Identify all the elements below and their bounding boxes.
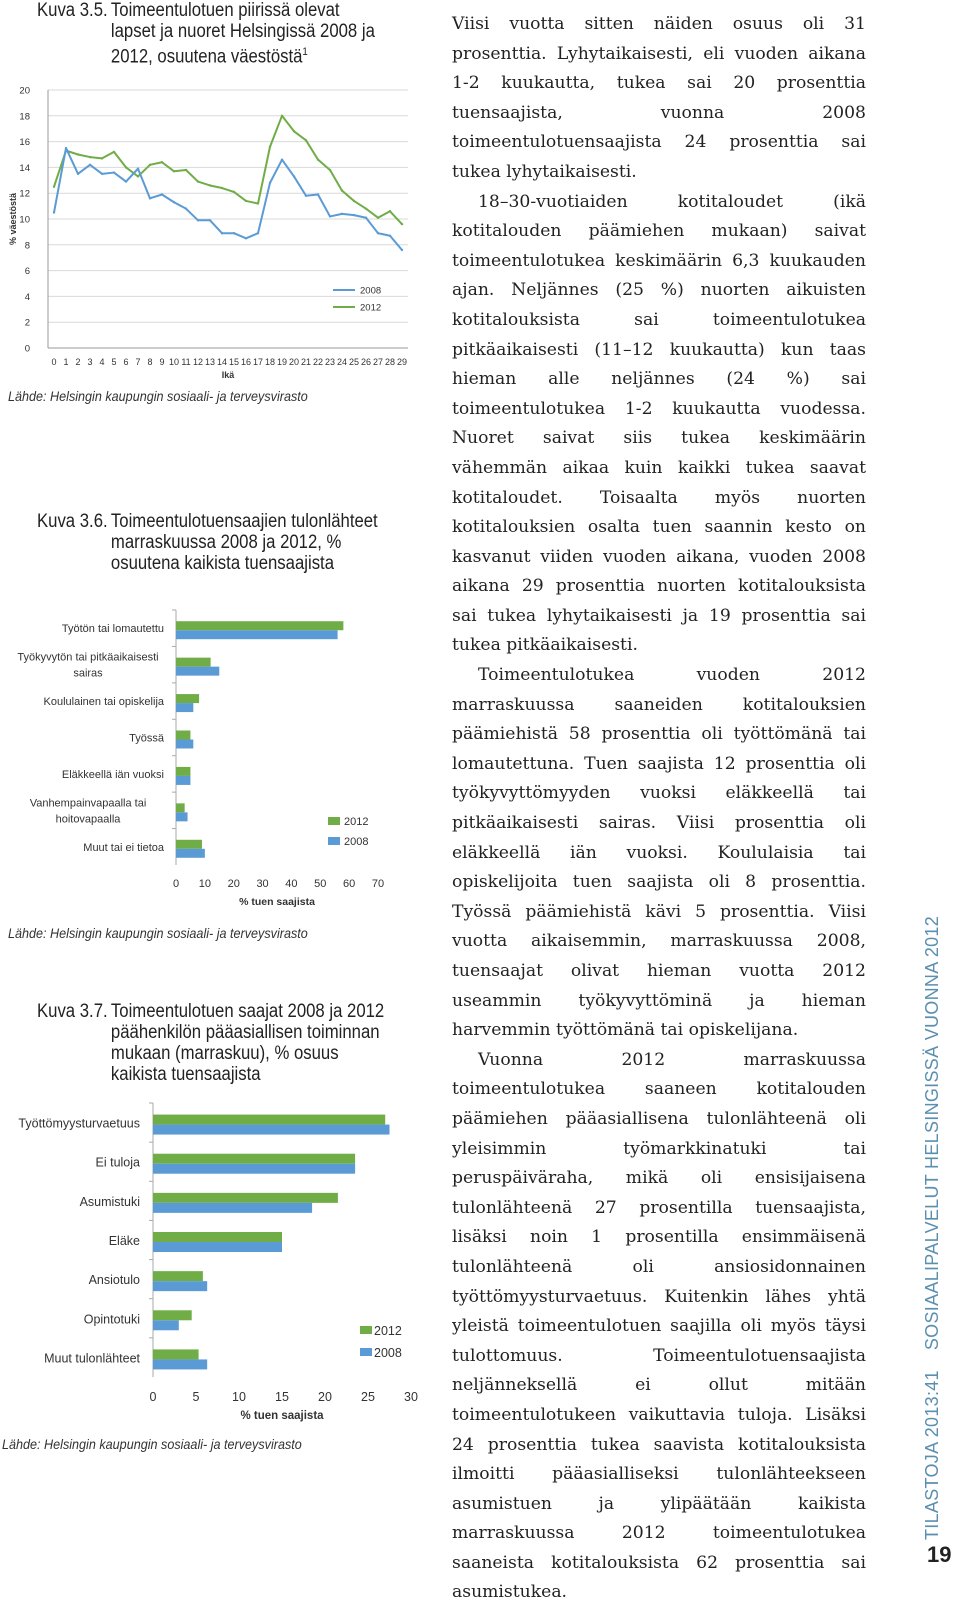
bar-2012 bbox=[176, 694, 199, 703]
figure2-caption-line3: osuutena kaikista tuensaajista bbox=[110, 553, 334, 574]
bar-2012 bbox=[153, 1193, 338, 1203]
body-text bbox=[452, 10, 866, 1608]
bar-2008 bbox=[153, 1281, 207, 1291]
y-tick-label: 16 bbox=[19, 137, 30, 149]
x-tick-label: 19 bbox=[276, 357, 288, 367]
x-tick-label: 50 bbox=[314, 878, 327, 890]
bar-2008 bbox=[153, 1164, 355, 1174]
legend-label-2012: 2012 bbox=[360, 302, 382, 314]
x-tick-label: 10 bbox=[198, 878, 211, 890]
bar-2012 bbox=[176, 840, 202, 849]
data-point-2008 bbox=[161, 193, 163, 195]
data-point-2012 bbox=[221, 187, 223, 189]
x-tick-label: 23 bbox=[324, 357, 336, 367]
bar-2008 bbox=[176, 667, 219, 676]
figure3-caption-line2: päähenkilön pääasiallisen toiminnan bbox=[110, 1022, 380, 1043]
y-tick-label: 18 bbox=[19, 111, 30, 123]
x-tick-label: 0 bbox=[172, 878, 180, 890]
body-paragraph: 18–30-vuotiaiden kotitaloudet (ikä kotitalouden päämiehen mukaan) saivat toimeentulotukea keskimäärin 6,3 kuukauden ajan. Neljännes (25 %) nuorten aikuisten kotitalouksista sai toimeentulotukea pitkäaikaisesti (11–12 kuukautta) kun taas hieman alle neljännes (24 %) sai toimeentulotukea 1-2 kuukautta vuodessa. Nuoret saivat siis tukea keskimäärin vähemmän aikaa kuin kaikki tukea saavat kotitaloudet. Toisaalta myös nuorten kotitalouksien osalta tuen saannin kesto on kasvanut viiden vuoden aikana, vuoden 2008 aikana 29 prosenttia nuorten kotitalouksista sai tukea lyhytaikaisesti ja 19 prosenttia sai tukea pitkäaikaisesti. bbox=[452, 191, 866, 656]
category-label: Ansiotulo bbox=[88, 1273, 140, 1288]
x-tick-label: 29 bbox=[396, 357, 408, 367]
data-point-2008 bbox=[365, 217, 367, 219]
figure3-caption-line3: mukaan (marraskuu), % osuus bbox=[110, 1043, 339, 1064]
data-point-2012 bbox=[245, 200, 247, 202]
bar-2008 bbox=[153, 1125, 390, 1135]
figure2-bar-chart bbox=[0, 600, 425, 912]
x-axis-label: Ikä bbox=[221, 370, 235, 380]
side-label-title: SOSIAALIPALVELUT HELSINGISSÄ VUONNA 2012 bbox=[922, 915, 942, 1351]
data-point-2012 bbox=[137, 175, 139, 177]
figure1-line-chart bbox=[0, 78, 425, 382]
data-point-2008 bbox=[65, 147, 67, 149]
legend-swatch-2008 bbox=[328, 837, 340, 845]
legend-label-2008: 2008 bbox=[360, 285, 382, 297]
y-tick-label: 0 bbox=[24, 343, 30, 355]
x-tick-label: 15 bbox=[275, 1390, 289, 1404]
legend-label-2008: 2008 bbox=[374, 1346, 402, 1360]
figure1-caption-sup: 1 bbox=[302, 46, 308, 58]
category-label: Eläke bbox=[108, 1234, 140, 1248]
x-tick-label: 16 bbox=[240, 357, 252, 367]
y-tick-label: 8 bbox=[24, 240, 30, 252]
data-point-2012 bbox=[89, 156, 91, 158]
data-point-2008 bbox=[293, 175, 295, 177]
figure1-caption-num: Kuva 3.5. bbox=[37, 0, 108, 21]
side-label-series: TILASTOJA 2013:41 bbox=[922, 1370, 942, 1540]
data-point-2012 bbox=[257, 202, 259, 204]
category-label: Koululainen tai opiskelija bbox=[43, 696, 164, 709]
body-paragraph: Toimeentulotukea vuoden 2012 marraskuussa saaneiden kotitalouksien päämiehistä 58 prosenttia oli työttömänä tai lomautettuna. Tuen saajista 12 prosenttia oli työkyvyttömyyden vuoksi eläkkeellä tai pitkäaikaisesti sairas. Viisi prosenttia oli eläkkeellä iän vuoksi. Koululaisia tai opiskelijoita tuen saajista oli 8 prosenttia. Työssä päämiehistä kävi 5 prosenttia. Viisi vuotta aikaisemmin, marraskuussa 2008, tuensaajat olivat hieman vuotta 2012 useammin työkyvyttöminä ja hieman harvemmin työttömänä tai opiskelijana. bbox=[452, 665, 866, 1041]
page-number: 19 bbox=[927, 1542, 952, 1567]
data-point-2012 bbox=[281, 115, 283, 117]
data-point-2008 bbox=[221, 232, 223, 234]
x-tick-label: 24 bbox=[336, 357, 348, 367]
category-label: Asumistuki bbox=[79, 1194, 140, 1209]
bar-2012 bbox=[176, 767, 190, 776]
category-label: Työssä bbox=[129, 732, 164, 745]
x-tick-label: 14 bbox=[216, 357, 228, 367]
legend-label-2012: 2012 bbox=[374, 1324, 402, 1338]
data-point-2012 bbox=[329, 169, 331, 171]
bar-2008 bbox=[176, 703, 193, 712]
data-point-2008 bbox=[245, 237, 247, 239]
data-point-2012 bbox=[113, 151, 115, 153]
figure1-caption-line2: lapset ja nuoret Helsingissä 2008 ja bbox=[110, 21, 375, 42]
bar-2012 bbox=[153, 1154, 355, 1164]
figure3-caption-num: Kuva 3.7. bbox=[37, 1001, 108, 1022]
figure2-caption-line1: Toimeentulotuensaajien tulonlähteet bbox=[110, 511, 378, 532]
figure2-caption-num: Kuva 3.6. bbox=[37, 511, 108, 532]
data-point-2008 bbox=[149, 197, 151, 199]
x-tick-label: 9 bbox=[159, 357, 165, 367]
x-tick-label: 5 bbox=[111, 357, 117, 367]
data-point-2008 bbox=[125, 180, 127, 182]
data-point-2012 bbox=[317, 158, 319, 160]
figure3-caption-line1: Toimeentulotuen saajat 2008 ja 2012 bbox=[110, 1001, 385, 1022]
figure2-source: Lähde: Helsingin kaupungin sosiaali- ja terveysvirasto bbox=[8, 925, 308, 941]
x-tick-label: 20 bbox=[227, 878, 240, 890]
y-tick-label: 2 bbox=[24, 317, 30, 329]
x-tick-label: 6 bbox=[123, 357, 129, 367]
data-point-2008 bbox=[353, 214, 355, 216]
data-point-2008 bbox=[341, 213, 343, 215]
body-paragraph: Vuonna 2012 marraskuussa toimeentulotukea saaneen kotitalouden päämiehen pääasiallisena tulonlähteenä oli yleisimmin työmarkkinatuki tai peruspäiväraha, mikä oli ensisijaisena tulonlähteenä 27 prosentilla tuensaajista, lisäksi noin 1 prosentilla ensimmäisenä tulonlähteenä oli ansiosidonnainen työttömyysturvaetuus. Kuitenkin lähes yhtä yleistä toimeentulotuen saajilla oli myös täysi tulottomuus. Toimeentulotuensaajista neljänneksellä ei ollut mitään toimeentulotukeen vaikuttavia tuloja. Lisäksi 24 prosenttia tukea saavista kotitalouksista ilmoitti pääasialliseksi tulonlähteekseen asumistuen ja ylipäätään kaikista marraskuussa 2012 toimeentulotukea saaneista kotitalouksista 62 prosenttia sai asumistukea. bbox=[452, 1049, 866, 1603]
x-tick-label: 25 bbox=[348, 357, 360, 367]
data-point-2008 bbox=[89, 164, 91, 166]
category-label: Muut tulonlähteet bbox=[44, 1351, 140, 1366]
x-tick-label: 70 bbox=[371, 878, 385, 890]
data-point-2012 bbox=[185, 169, 187, 171]
data-point-2012 bbox=[149, 164, 151, 166]
data-point-2008 bbox=[377, 232, 379, 234]
data-point-2008 bbox=[305, 195, 307, 197]
x-tick-label: 21 bbox=[300, 357, 312, 367]
bar-2012 bbox=[153, 1115, 385, 1125]
bar-2012 bbox=[153, 1349, 199, 1359]
data-point-2012 bbox=[353, 200, 355, 202]
bar-2008 bbox=[176, 849, 205, 858]
x-tick-label: 4 bbox=[99, 357, 105, 367]
figure3-source: Lähde: Helsingin kaupungin sosiaali- ja terveysvirasto bbox=[2, 1436, 302, 1452]
x-tick-label: 22 bbox=[312, 357, 324, 367]
x-tick-label: 28 bbox=[384, 357, 396, 367]
bar-2008 bbox=[176, 740, 193, 749]
x-tick-label: 1 bbox=[63, 357, 69, 367]
category-label: Eläkkeellä iän vuoksi bbox=[61, 768, 164, 781]
legend-label-2012: 2012 bbox=[344, 816, 369, 828]
x-tick-label: 17 bbox=[252, 357, 264, 367]
data-point-2008 bbox=[269, 182, 271, 184]
figure3-bar-chart bbox=[0, 1095, 430, 1430]
legend-swatch-2012 bbox=[360, 1326, 372, 1334]
data-point-2012 bbox=[125, 166, 127, 168]
x-tick-label: 60 bbox=[343, 878, 356, 890]
x-tick-label: 15 bbox=[228, 357, 240, 367]
data-point-2008 bbox=[173, 201, 175, 203]
data-point-2008 bbox=[113, 171, 115, 173]
data-point-2012 bbox=[305, 139, 307, 141]
data-point-2012 bbox=[377, 217, 379, 219]
data-point-2008 bbox=[389, 235, 391, 237]
bar-2008 bbox=[176, 630, 338, 639]
x-tick-label: 8 bbox=[147, 357, 153, 367]
bar-2012 bbox=[153, 1310, 192, 1320]
figure2-caption-line2: marraskuussa 2008 ja 2012, % bbox=[110, 532, 342, 553]
bar-2012 bbox=[153, 1232, 282, 1242]
bar-2012 bbox=[153, 1271, 203, 1281]
x-tick-label: 40 bbox=[285, 878, 298, 890]
figure3-caption bbox=[37, 1001, 384, 1085]
bar-2012 bbox=[176, 658, 211, 667]
data-point-2012 bbox=[101, 157, 103, 159]
x-tick-label: 2 bbox=[75, 357, 81, 367]
x-tick-label: 13 bbox=[204, 357, 216, 367]
data-point-2012 bbox=[389, 210, 391, 212]
data-point-2008 bbox=[137, 167, 139, 169]
y-tick-label: 4 bbox=[24, 291, 30, 303]
legend-swatch-2012 bbox=[328, 817, 340, 825]
data-point-2012 bbox=[77, 153, 79, 155]
data-point-2008 bbox=[185, 207, 187, 209]
bar-2008 bbox=[176, 812, 188, 821]
x-tick-label: 10 bbox=[168, 357, 180, 367]
bar-2012 bbox=[176, 731, 190, 740]
data-point-2008 bbox=[101, 173, 103, 175]
figure1-caption bbox=[37, 0, 375, 67]
bar-2008 bbox=[153, 1320, 179, 1330]
x-tick-label: 12 bbox=[192, 357, 204, 367]
category-label: Työtön tai lomautettu bbox=[61, 623, 164, 636]
data-point-2012 bbox=[341, 189, 343, 191]
y-tick-label: 6 bbox=[24, 266, 30, 278]
data-point-2008 bbox=[317, 193, 319, 195]
x-axis-label: % tuen saajista bbox=[240, 1410, 324, 1422]
data-point-2008 bbox=[197, 219, 199, 221]
bar-2008 bbox=[153, 1203, 312, 1213]
figure1-source: Lähde: Helsingin kaupungin sosiaali- ja terveysvirasto bbox=[8, 388, 308, 404]
x-tick-label: 3 bbox=[87, 357, 93, 367]
x-tick-label: 5 bbox=[192, 1390, 200, 1404]
y-tick-label: 14 bbox=[19, 162, 30, 174]
data-point-2012 bbox=[161, 161, 163, 163]
x-tick-label: 20 bbox=[288, 357, 300, 367]
data-point-2012 bbox=[293, 130, 295, 132]
y-tick-label: 10 bbox=[19, 214, 30, 226]
data-point-2012 bbox=[209, 184, 211, 186]
data-point-2008 bbox=[281, 158, 283, 160]
category-label: hoitovapaalla bbox=[55, 813, 121, 826]
x-tick-label: 25 bbox=[361, 1390, 375, 1404]
figure1-caption-line3: 2012, osuutena väestöstä bbox=[110, 46, 303, 68]
x-tick-label: 30 bbox=[256, 878, 269, 890]
x-tick-label: 27 bbox=[372, 357, 384, 367]
x-tick-label: 26 bbox=[360, 357, 372, 367]
data-point-2008 bbox=[77, 173, 79, 175]
category-label: Muut tai ei tietoa bbox=[83, 841, 164, 854]
figure2-caption bbox=[37, 511, 378, 574]
bar-2008 bbox=[153, 1359, 207, 1369]
x-tick-label: 18 bbox=[264, 357, 276, 367]
category-label: Opintotuki bbox=[83, 1312, 140, 1327]
data-point-2012 bbox=[53, 186, 55, 188]
y-tick-label: 12 bbox=[19, 188, 30, 200]
legend-label-2008: 2008 bbox=[344, 836, 369, 848]
x-tick-label: 30 bbox=[404, 1390, 418, 1404]
figure1-caption-line1: Toimeentulotuen piirissä olevat bbox=[110, 0, 340, 21]
y-axis-label: % väestöstä bbox=[8, 192, 18, 246]
category-label: Ei tuloja bbox=[95, 1155, 140, 1170]
legend-swatch-2008 bbox=[360, 1348, 372, 1356]
bar-2008 bbox=[153, 1242, 282, 1252]
x-tick-label: 7 bbox=[135, 357, 141, 367]
data-point-2012 bbox=[233, 191, 235, 193]
x-tick-label: 11 bbox=[181, 357, 191, 367]
data-point-2008 bbox=[257, 232, 259, 234]
data-point-2012 bbox=[173, 170, 175, 172]
series-line-2012 bbox=[54, 116, 402, 224]
category-label: Työttömyysturvaetuus bbox=[18, 1116, 140, 1131]
data-point-2012 bbox=[269, 146, 271, 148]
bar-2012 bbox=[176, 803, 185, 812]
x-axis-label: % tuen saajista bbox=[239, 896, 315, 908]
data-point-2008 bbox=[401, 249, 403, 251]
figure3-caption-line4: kaikista tuensaajista bbox=[110, 1064, 261, 1085]
bar-2008 bbox=[176, 776, 190, 785]
data-point-2012 bbox=[197, 180, 199, 182]
bar-2012 bbox=[176, 621, 343, 630]
series-line-2008 bbox=[54, 148, 402, 250]
category-label: Työkyvytön tai pitkäaikaisesti bbox=[17, 651, 159, 664]
data-point-2008 bbox=[209, 219, 211, 221]
x-tick-label: 0 bbox=[51, 357, 57, 367]
data-point-2012 bbox=[365, 207, 367, 209]
x-tick-label: 20 bbox=[318, 1390, 332, 1404]
x-tick-label: 0 bbox=[149, 1390, 157, 1404]
category-label: sairas bbox=[73, 667, 103, 680]
body-paragraph: Viisi vuotta sitten näiden osuus oli 31 prosenttia. Lyhytaikaisesti, eli vuoden aikana 1-2 kuukautta, tukea sai 20 prosenttia tuensaajista, vuonna 2008 toimeentulotuensaajista 24 prosenttia sai tukea lyhytaikaisesti. bbox=[452, 14, 866, 182]
data-point-2008 bbox=[233, 232, 235, 234]
data-point-2008 bbox=[53, 211, 55, 213]
data-point-2012 bbox=[401, 223, 403, 225]
y-tick-label: 20 bbox=[19, 85, 30, 97]
data-point-2008 bbox=[329, 215, 331, 217]
category-label: Vanhempainvapaalla tai bbox=[29, 797, 147, 810]
x-tick-label: 10 bbox=[232, 1390, 246, 1404]
